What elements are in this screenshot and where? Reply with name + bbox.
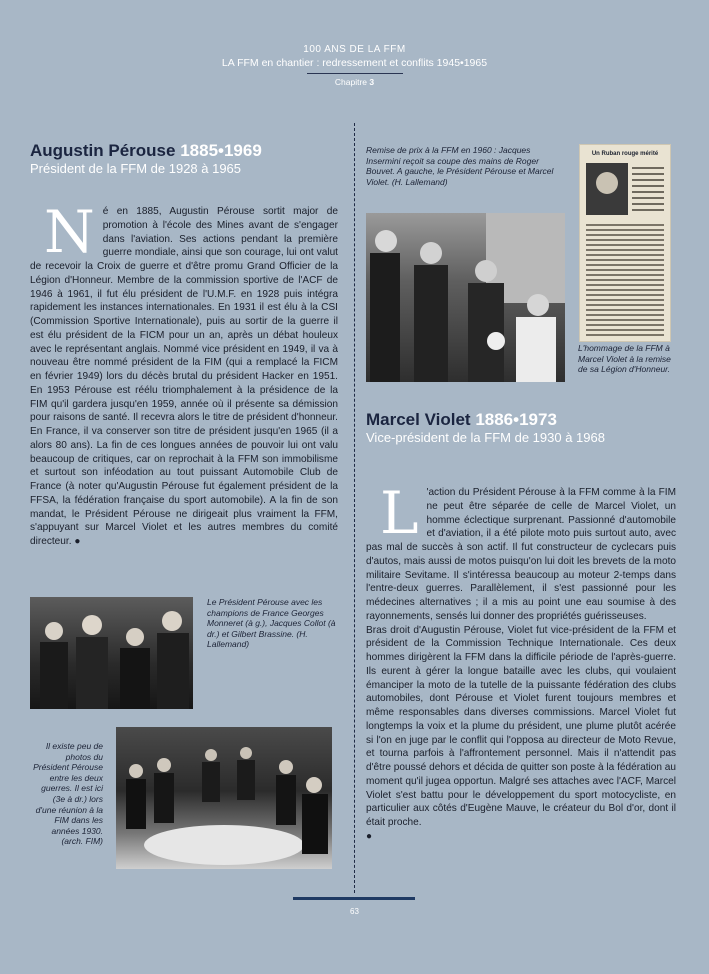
meeting-caption: Il existe peu de photos du Président Pérouse entre les deux guerres. Il est ici (3e à dr.) lors d'une réunion à la FIM dans les années 1930. (arch. FIM): [33, 741, 103, 847]
clipping-line: [586, 224, 664, 226]
clipping-line: [586, 279, 664, 281]
clipping-line: [586, 289, 664, 291]
newspaper-clipping: [580, 145, 670, 341]
perouse-body: é en 1885, Augustin Pérouse sortit major de promotion à l'école des Mines avant de s'engager dans l'aviation. Ses actions pendant la première guerre mondiale, ainsi que son courage, lui ont valut de recevoir la Croix de guerre et d'être promu Grand Officier de la Légion d'Honneur. Membre de la commission sportive de l'ACF de 1946 à 1961, il fut élu président de l'U.M.F. en 1928 puis intégra rapidement les instances internationales. En 1931 il est élu à la CSI (Commission Sportive Internationale), puis au sortir de la guerre il est élu président de la FICM pour un an, après un débat houleux avec le représentant anglais. Nommé vice président en 1949, il va à nouveau être nommé président de la FIM (qui a remplacé la FICM en février 1949) lors du décès brutal du président Hacker en 1951. En 1953 Pérouse est réélu triomphalement à la présidence de la FIM qu'il gardera jusqu'en 1959, année où il présente sa démission pour raisons de santé. Il recevra alors le titre de président d'honneur. En France, il va conserver son titre de président jusqu'en 1965 (il a alors 80 ans). La fin de ces longues années de pouvoir lui ont valu beaucoup de critiques, car on reprochait à la FFM son immobilisme et surtout son inféodation au tout puissant Automobile Club de France (à noter qu'Augustin Pérouse fut également président de la FFSA, la fédération française du sport automobile). A la fin de son mandat, le Président Pérouse ne dirigeait plus vraiment la FFM, s'appuyant sur Marcel Violet et les autres membres du comité directeur.: [30, 206, 338, 547]
clipping-line: [586, 264, 664, 266]
clipping-line: [586, 309, 664, 311]
clipping-line: [586, 334, 664, 336]
perouse-years: 1885•1969: [180, 141, 262, 160]
clipping-line: [586, 294, 664, 296]
column-divider: [354, 123, 355, 893]
footer-rule: [293, 897, 415, 900]
champions-photo: [30, 597, 193, 709]
chapter-label: [0, 77, 709, 87]
violet-name: Marcel Violet: [366, 410, 471, 429]
clipping-line: [586, 244, 664, 246]
clipping-line: [586, 254, 664, 256]
violet-subtitle: Vice-président de la FFM de 1930 à 1968: [366, 430, 605, 445]
clipping-line: [586, 259, 664, 261]
violet-body: 'action du Président Pérouse à la FFM comme à la FIM ne peut être séparée de celle de Marcel Violet, un homme éclectique surprenant. Passionné d'automobile et d'aviation, il a été pilote moto puis surtout auto, avec pas mal de succès à son actif. Il fut constructeur de cyclecars puis d'autos, mais aussi de motos puisqu'on lui doit les brevets de la moto militaire Sevitame. Il s'intéressa beaucoup au moteur 2-temps dans l'entre-deux guerres. Parallèlement, il s'est passionné pour les médecines alternatives ; il a mis au point une eau soumise à des rayonnements, sensés lui donner des propriétés guérisseuses.: [366, 487, 676, 622]
page-number: 63: [350, 907, 359, 916]
perouse-subtitle: Président de la FFM de 1928 à 1965: [30, 161, 242, 176]
clipping-line: [586, 304, 664, 306]
violet-article: [366, 479, 676, 844]
page-header: [0, 44, 709, 87]
clipping-line: [586, 239, 664, 241]
violet-end-mark: ●: [366, 830, 373, 842]
clipping-line: [586, 314, 664, 316]
prize-caption: Remise de prix à la FFM en 1960 : Jacques Insermini reçoit sa coupe des mains de Roger Bouvet. A gauche, le Président Pérouse et Marcel Violet. (H. Lallemand): [366, 145, 554, 187]
chapter-number: 3: [369, 77, 375, 87]
book-title: 100 ANS DE LA FFM: [303, 44, 406, 55]
perouse-heading: [30, 141, 262, 161]
chapter-title: LA FFM en chantier : redressement et conflits 1945•1965: [221, 57, 488, 69]
clipping-line: [586, 269, 664, 271]
clipping-line: [586, 319, 664, 321]
clipping-headline: Un Ruban rouge mérité: [591, 151, 659, 157]
clipping-caption: L'hommage de la FFM à Marcel Violet à la remise de sa Légion d'Honneur.: [578, 343, 671, 375]
prize-photo-art: [366, 213, 565, 382]
violet-body-continued: Bras droit d'Augustin Pérouse, Violet fut vice-président de la FFM et président de la Commission Technique Internationale. Ces deux hommes dirigèrent la FFM dans la difficile période de l'après-guerre. Ils eurent à gérer la longue bataille avec les clubs, qui voulaient émanciper la moto de la tutelle de la puissante fédération des clubs automobiles, dont Pérouse et Violet furent toujours membres et même responsables dans diverses commissions. Marcel Violet fut longtemps la voix et la plume du président, une plume plutôt acérée si l'on en juge par le conflit qui l'opposa au directeur de Moto Revue, et tourna parfois à l'affrontement personnel. Mais il n'attendit pas d'être poussé dehors et décida de quitter son poste à la fédération au moment qu'il jugea opportun. Malgré ses attaches avec l'ACF, Marcel Violet s'est battu pour le développement du sport motocycliste, en particulier aux côtés d'Eugène Mauve, le créateur du Bol d'or, dont il était proche.: [366, 624, 676, 828]
clipping-line: [586, 284, 664, 286]
clipping-portrait: [580, 161, 670, 221]
clipping-line: [586, 274, 664, 276]
violet-heading: [366, 410, 557, 430]
clipping-line: [586, 324, 664, 326]
prize-photo: [366, 213, 565, 382]
clipping-line: [586, 249, 664, 251]
clipping-line: [586, 229, 664, 231]
clipping-line: [586, 329, 664, 331]
perouse-end-mark: ●: [74, 536, 81, 547]
champions-caption: Le Président Pérouse avec les champions de France Georges Monneret (à g.), Jacques Collot (à dr.) et Gilbert Brassine. (H. Lallemand): [207, 597, 336, 650]
meeting-photo-art: [116, 727, 332, 869]
perouse-article: [30, 198, 338, 549]
clipping-line: [586, 234, 664, 236]
violet-dropcap: L: [380, 479, 419, 547]
header-rule: [307, 73, 403, 74]
champions-photo-art: [30, 597, 193, 709]
chapter-word: Chapitre: [334, 77, 368, 87]
perouse-name: Augustin Pérouse: [30, 141, 176, 160]
violet-years: 1886•1973: [475, 410, 557, 429]
clipping-line: [586, 299, 664, 301]
perouse-dropcap: N: [44, 198, 95, 266]
meeting-photo: [116, 727, 332, 869]
